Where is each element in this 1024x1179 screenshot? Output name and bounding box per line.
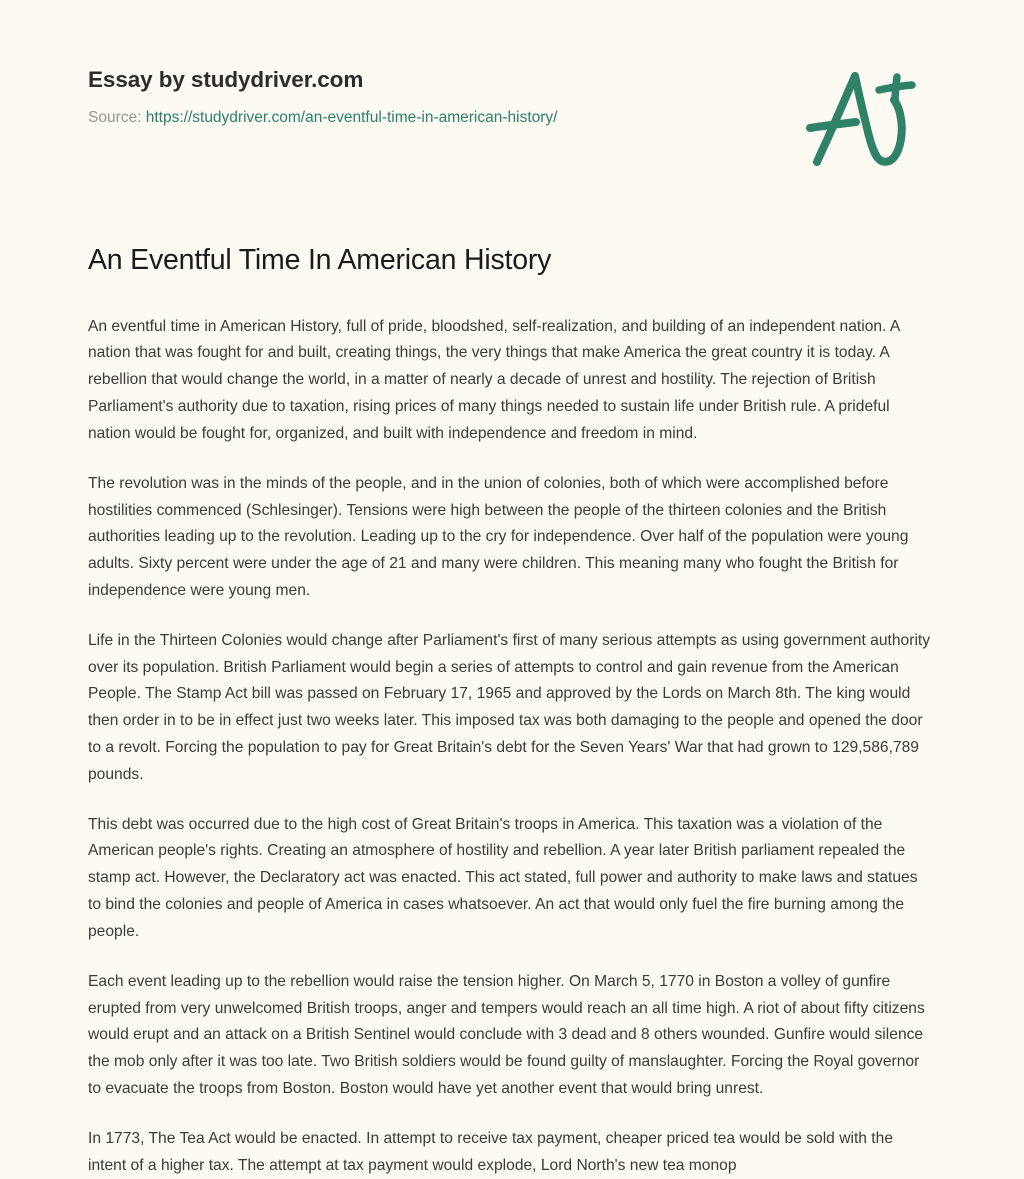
studydriver-logo[interactable]: [800, 62, 930, 182]
article-paragraph: Life in the Thirteen Colonies would change after Parliament's first of many serious attempts as using government authority over its population. British Parliament would begin a series of attempts to control and gain revenue from the American People. The Stamp Act bill was passed on February 17, 1965 and approved by the Lords on March 8th. The king would then order in to be in effect just two weeks later. This imposed tax was both damaging to the people and opened the door to a revolt. Forcing the population to pay for Great Britain's debt for the Seven Years' War that had grown to 129,586,789 pounds.: [88, 631, 931, 783]
article-paragraph: The revolution was in the minds of the people, and in the union of colonies, both of which were accomplished before hostilities commenced (Schlesinger). Tensions were high between the people of the thirteen colonies and the British authorities leading up to the revolution. Leading up to the cry for independence. Over half of the population were young adults. Sixty percent were under the age of 21 and many were children. This meaning many who fought the British for independence were young men.: [88, 474, 909, 599]
source-url-link[interactable]: https://studydriver.com/an-eventful-time-in-american-history/: [145, 109, 558, 126]
source-label: Source:: [88, 109, 142, 126]
article-paragraph: An eventful time in American History, full of pride, bloodshed, self-realization, and building of an independent nation. A nation that was fought for and built, creating things, the very things that make America the great country it is today. A rebellion that would change the world, in a matter of nearly a decade of unrest and hostility. The rejection of British Parliament's authority due to taxation, rising prices of many things needed to sustain life under British rule. A prideful nation would be fought for, organized, and built with independence and freedom in mind.: [88, 317, 900, 442]
source-line: [88, 108, 558, 128]
page-header: [0, 0, 1024, 185]
article-paragraph: Each event leading up to the rebellion would raise the tension higher. On March 5, 1770 in Boston a volley of gunfire erupted from very unwelcomed British troops, anger and tempers would reach an all time high. A riot of about fifty citizens would erupt and an attack on a British Sentinel would conclude with 3 dead and 8 others wounded. Gunfire would silence the mob only after it was too late. Two British soldiers would be found guilty of manslaughter. Forcing the Royal governor to evacuate the troops from Boston. Boston would have yet another event that would bring unrest.: [88, 972, 925, 1097]
article-paragraph: In 1773, The Tea Act would be enacted. In attempt to receive tax payment, cheaper priced tea would be sold with the intent of a higher tax. The attempt at tax payment would explode, Lord North's new tea monop: [88, 1129, 894, 1174]
header-text-block: [88, 66, 558, 128]
article-paragraph: This debt was occurred due to the high cost of Great Britain's troops in America. This taxation was a violation of the American people's rights. Creating an atmosphere of hostility and rebellion. A year later British parliament repealed the stamp act. However, the Declaratory act was enacted. This act stated, full power and authority to make laws and statues to bind the colonies and people of America in cases whatsoever. An act that would only fuel the fire burning among the people.: [88, 815, 918, 940]
article-container: [88, 243, 933, 1179]
a-plus-logo-icon: [800, 62, 930, 182]
essay-by-label: Essay by studydriver.com: [88, 67, 364, 92]
article-body: [88, 314, 933, 1179]
page-title: An Eventful Time In American History: [88, 244, 552, 276]
